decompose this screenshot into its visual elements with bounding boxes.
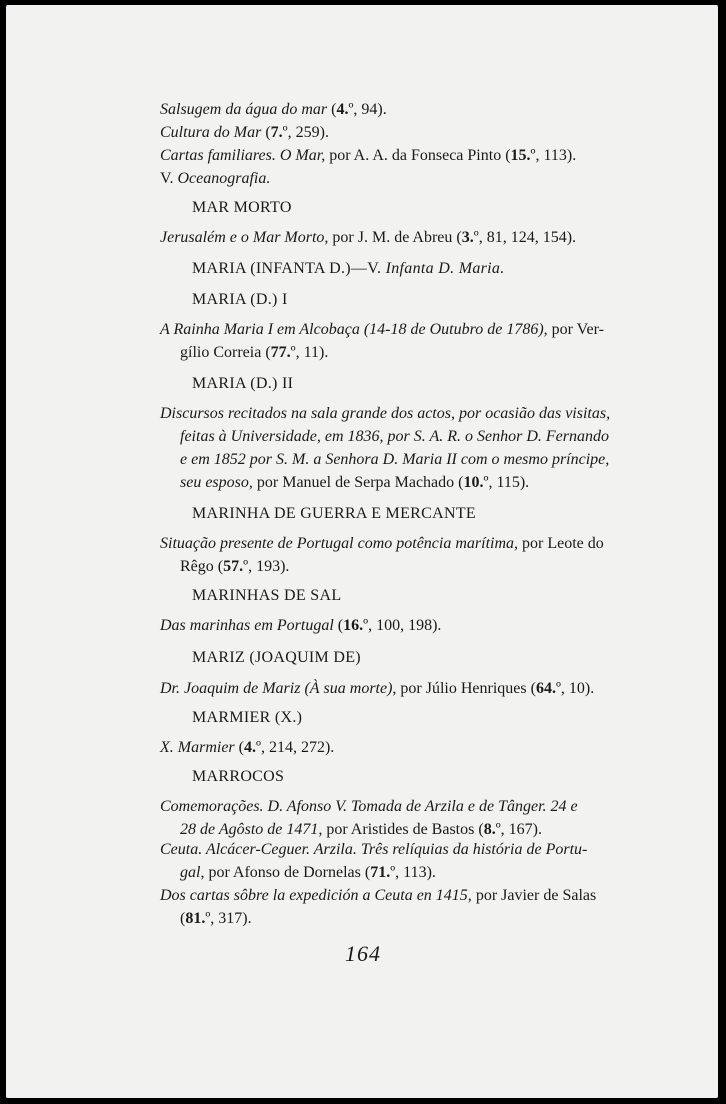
entry-line: Dr. Joaquim de Mariz (À sua morte), por Júlio Henriques (64.º, 10).	[160, 680, 595, 697]
cross-reference	[160, 167, 630, 190]
subject-heading: MARIZ (JOAQUIM DE)	[192, 649, 361, 666]
bibliography-entry	[160, 677, 630, 700]
entry-line: X. Marmier (4.º, 214, 272).	[160, 739, 335, 756]
entry-line: Discursos recitados na sala grande dos actos, por ocasião das visitas,	[160, 405, 611, 422]
entry-line: Salsugem da água do mar (4.º, 94).	[160, 101, 387, 118]
entry-line: gal, por Afonso de Dornelas (71.º, 113).	[180, 864, 436, 881]
subject-heading: MARINHA DE GUERRA E MERCANTE	[192, 505, 476, 522]
subject-heading: MARIA (INFANTA D.)—V. Infanta D. Maria.	[192, 260, 505, 277]
entry-line: (81.º, 317).	[180, 910, 252, 927]
entry-line: e em 1852 por S. M. a Senhora D. Maria II com o mesmo príncipe,	[180, 451, 610, 468]
bibliography-entry	[160, 838, 630, 884]
page-number: 164	[345, 941, 381, 966]
entry-line: Dos cartas sôbre la expedición a Ceuta en 1415, por Javier de Salas	[160, 887, 597, 904]
entry-line: A Rainha Maria I em Alcobaça (14-18 de Outubro de 1786), por Ver-	[160, 321, 604, 338]
entry-line: gílio Correia (77.º, 11).	[180, 344, 329, 361]
subject-heading: MARROCOS	[192, 768, 285, 785]
subject-heading: MARINHAS DE SAL	[192, 587, 342, 604]
bibliography-entry	[160, 402, 630, 494]
entry-line: Jerusalém e o Mar Morto, por J. M. de Abreu (3.º, 81, 124, 154).	[160, 229, 577, 246]
entry-line: 28 de Agôsto de 1471, por Aristides de Bastos (8.º, 167).	[180, 821, 542, 838]
bibliography-entry	[160, 795, 630, 841]
bibliography-entry	[160, 532, 630, 578]
bibliography-entry	[160, 226, 630, 249]
entry-line: Cultura do Mar (7.º, 259).	[160, 124, 329, 141]
entry-line: Situação presente de Portugal como potência marítima, por Leote do	[160, 535, 604, 552]
entry-line: seu esposo, por Manuel de Serpa Machado (10.º, 115).	[180, 474, 530, 491]
subject-heading: MAR MORTO	[192, 199, 292, 216]
subject-heading: MARMIER (X.)	[192, 709, 303, 726]
bibliography-entry	[160, 736, 630, 759]
bibliography-entry	[160, 884, 630, 930]
entry-line: Ceuta. Alcácer-Ceguer. Arzila. Três relíquias da história de Portu-	[160, 841, 588, 858]
entry-line: Cartas familiares. O Mar, por A. A. da Fonseca Pinto (15.º, 113).	[160, 147, 577, 164]
entry-line: Rêgo (57.º, 193).	[180, 558, 290, 575]
bibliography-entry	[160, 318, 630, 364]
bibliography-entry	[160, 144, 630, 167]
subject-heading: MARIA (D.) II	[192, 375, 294, 392]
entry-line: V. Oceanografia.	[160, 170, 271, 187]
entry-line: Das marinhas em Portugal (16.º, 100, 198).	[160, 617, 442, 634]
subject-heading: MARIA (D.) I	[192, 291, 288, 308]
bibliography-entry	[160, 98, 630, 121]
bibliography-entry	[160, 121, 630, 144]
bibliography-entry	[160, 614, 630, 637]
entry-line: Comemorações. D. Afonso V. Tomada de Arzila e de Tânger. 24 e	[160, 798, 578, 815]
entry-line: feitas à Universidade, em 1836, por S. A. R. o Senhor D. Fernando	[180, 428, 609, 445]
